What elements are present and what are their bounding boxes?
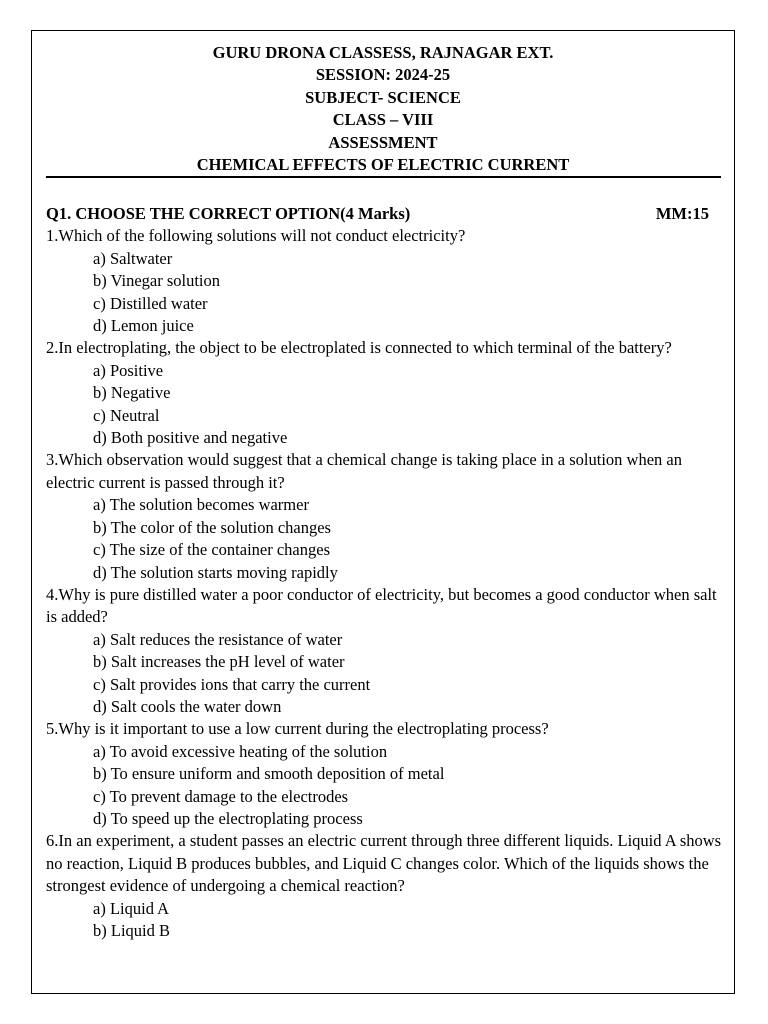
- answer-option: c) Salt provides ions that carry the current: [93, 674, 371, 694]
- question-item: [46, 337, 722, 449]
- section-heading: [46, 203, 722, 225]
- question-item: [46, 449, 722, 583]
- assessment-line: ASSESSMENT: [328, 132, 438, 152]
- institute-name: GURU DRONA CLASSESS, RAJNAGAR EXT.: [212, 43, 554, 62]
- max-marks: MM:15: [655, 204, 709, 223]
- subject-line: SUBJECT- SCIENCE: [305, 87, 461, 107]
- question-list: [46, 225, 722, 942]
- option-list: [46, 248, 722, 338]
- answer-option: c) The size of the container changes: [93, 540, 331, 560]
- answer-option: d) To speed up the electroplating process: [93, 808, 363, 828]
- question-text: 5.Why is it important to use a low current during the electroplating process?: [46, 719, 549, 739]
- answer-option: b) The color of the solution changes: [93, 517, 331, 537]
- question-item: [46, 830, 722, 942]
- option-list: [46, 629, 722, 719]
- answer-option: a) Saltwater: [93, 248, 173, 268]
- answer-option: d) The solution starts moving rapidly: [93, 562, 338, 582]
- answer-option: c) Neutral: [93, 405, 160, 425]
- answer-option: c) To prevent damage to the electrodes: [93, 786, 349, 806]
- answer-option: b) Vinegar solution: [93, 271, 221, 291]
- question-text: 1.Which of the following solutions will not conduct electricity?: [46, 226, 466, 246]
- answer-option: a) Salt reduces the resistance of water: [93, 629, 343, 649]
- option-list: [46, 494, 722, 584]
- question-text: 6.In an experiment, a student passes an electric current through three different liquids. Liquid A shows no reaction, Liquid B produces bubbles, and Liquid C changes color. Which of the liquids shows the strongest evidence of undergoing a chemical reaction?: [46, 831, 722, 896]
- answer-option: d) Both positive and negative: [93, 428, 288, 448]
- answer-option: d) Salt cools the water down: [93, 696, 282, 716]
- answer-option: b) Negative: [93, 383, 171, 403]
- question-text: 3.Which observation would suggest that a chemical change is taking place in a solution when an electric current is passed through it?: [46, 450, 682, 492]
- answer-option: d) Lemon juice: [93, 316, 194, 336]
- document-header: [46, 42, 720, 176]
- answer-option: b) Liquid B: [93, 921, 170, 940]
- question-paper-body: [46, 203, 722, 942]
- question-text: 4.Why is pure distilled water a poor conductor of electricity, but becomes a good conductor when salt is added?: [46, 584, 717, 627]
- answer-option: a) Liquid A: [93, 898, 170, 918]
- class-line: CLASS – VIII: [332, 110, 434, 130]
- chapter-title: CHEMICAL EFFECTS OF ELECTRIC CURRENT: [196, 155, 570, 175]
- answer-option: a) The solution becomes warmer: [93, 495, 309, 515]
- question-item: [46, 584, 722, 718]
- question-text: 2.In electroplating, the object to be electroplated is connected to which terminal of the battery?: [46, 338, 672, 358]
- answer-option: a) Positive: [93, 360, 164, 380]
- question-item: [46, 718, 722, 830]
- section-title: Q1. CHOOSE THE CORRECT OPTION(4 Marks): [46, 204, 411, 223]
- answer-option: c) Distilled water: [93, 293, 208, 313]
- option-list: [46, 898, 722, 943]
- question-item: [46, 225, 722, 337]
- session-line: SESSION: 2024-25: [315, 65, 451, 85]
- answer-option: a) To avoid excessive heating of the solution: [93, 741, 388, 761]
- option-list: [46, 741, 722, 831]
- answer-option: b) Salt increases the pH level of water: [93, 652, 345, 672]
- option-list: [46, 360, 722, 450]
- header-divider: [46, 176, 721, 178]
- answer-option: b) To ensure uniform and smooth deposition of metal: [93, 764, 445, 784]
